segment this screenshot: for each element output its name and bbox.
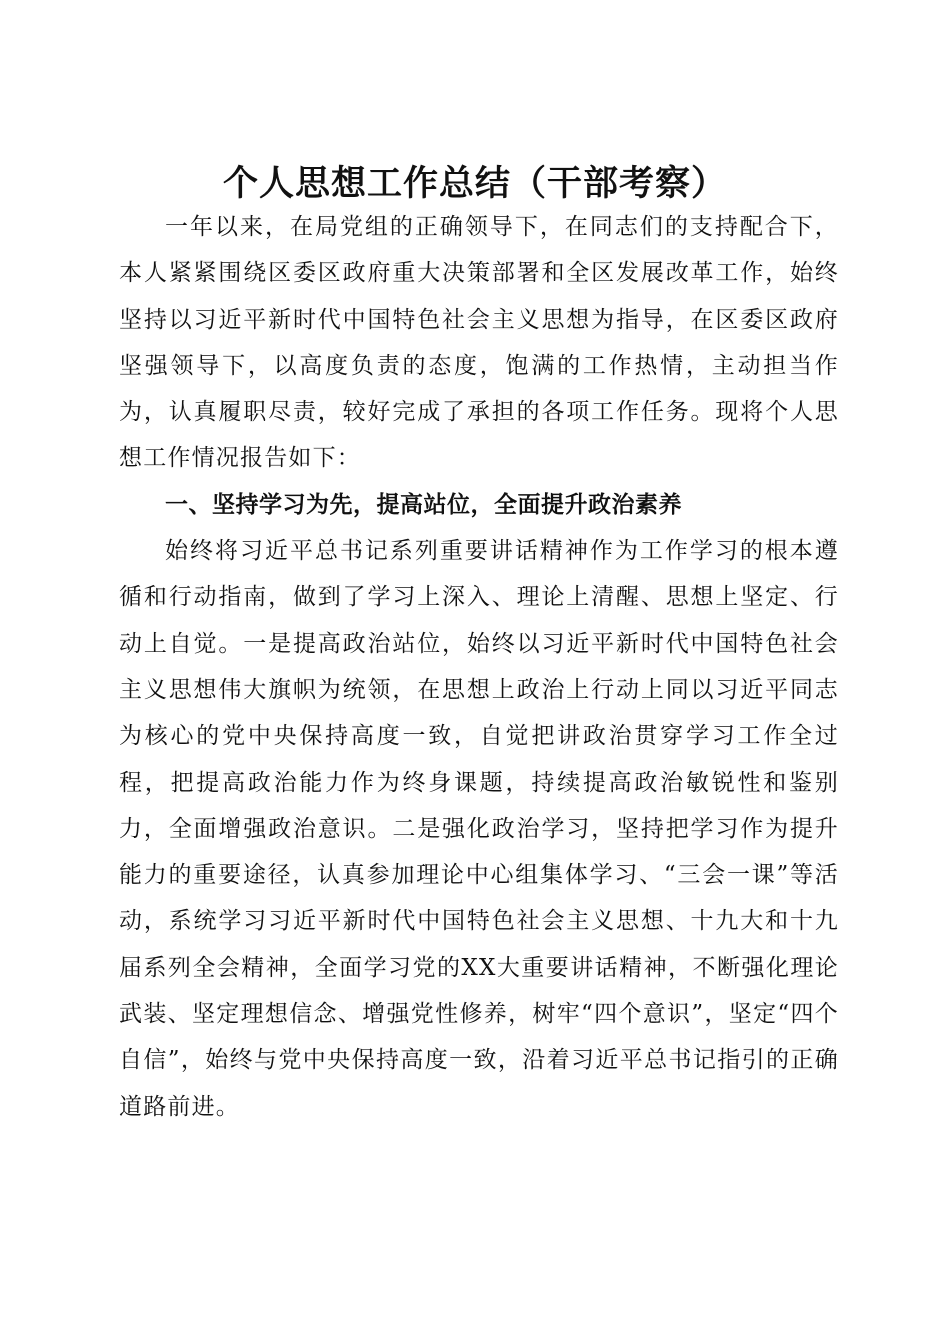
intro-paragraph: 一年以来，在局党组的正确领导下，在同志们的支持配合下，本人紧紧围绕区委区政府重大决策部署和全区发展改革工作，始终坚持以习近平新时代中国特色社会主义思想为指导，在区委区政府坚强领导下，以高度负责的态度，饱满的工作热情，主动担当作为，认真履职尽责，较好完成了承担的各项工作任务。现将个人思想工作情况报告如下： (119, 214, 839, 472)
document-title: 个人思想工作总结（干部考察） (222, 163, 727, 205)
document-body (119, 204, 839, 1130)
section-heading-1: 一、坚持学习为先，提高站位，全面提升政治素养 (165, 491, 682, 518)
section-paragraph-1: 始终将习近平总书记系列重要讲话精神作为工作学习的根本遵循和行动指南，做到了学习上深入、理论上清醒、思想上坚定、行动上自觉。一是提高政治站位，始终以习近平新时代中国特色社会主义思想伟大旗帜为统领，在思想上政治上行动上同以习近平同志为核心的党中央保持高度一致，自觉把讲政治贯穿学习工作全过程，把提高政治能力作为终身课题，持续提高政治敏锐性和鉴别力，全面增强政治意识。二是强化政治学习，坚持把学习作为提升能力的重要途径，认真参加理论中心组集体学习、“三会一课”等活动，系统学习习近平新时代中国特色社会主义思想、十九大和十九届系列全会精神，全面学习党的XX大重要讲话精神，不断强化理论武装、坚定理想信念、增强党性修养，树牢“四个意识”，坚定“四个自信”，始终与党中央保持高度一致，沿着习近平总书记指引的正确道路前进。 (119, 538, 839, 1120)
